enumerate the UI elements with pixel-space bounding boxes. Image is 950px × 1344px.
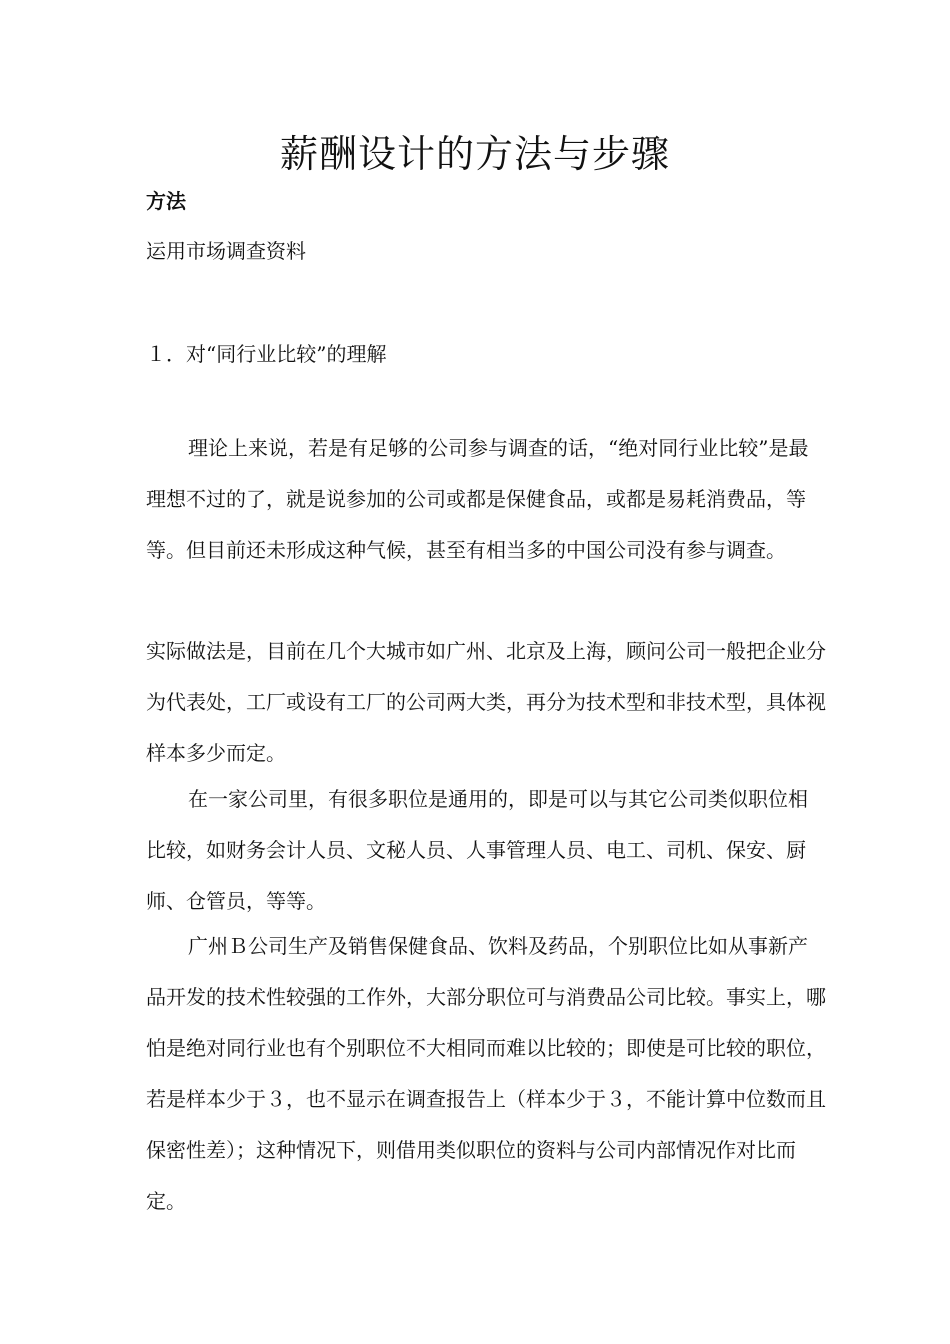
section-heading: 方法 bbox=[146, 189, 186, 213]
paragraph-1: 理论上来说，若是有足够的公司参与调查的话，“绝对同行业比较”是最理想不过的了，就是说参加的公司或都是保健食品，或都是易耗消费品，等等。但目前还未形成这种气候，甚至有相当多的中国公司没有参与调查。 bbox=[146, 436, 809, 562]
document-title: 薪酬设计的方法与步骤 bbox=[279, 132, 670, 176]
paragraph-2: 实际做法是，目前在几个大城市如广州、北京及上海，顾问公司一般把企业分为代表处，工厂或设有工厂的公司两大类，再分为技术型和非技术型，具体视样本多少而定。 bbox=[146, 639, 826, 765]
paragraph-3: 在一家公司里，有很多职位是通用的，即是可以与其它公司类似职位相比较，如财务会计人员、文秘人员、人事管理人员、电工、司机、保安、厨师、仓管员，等等。 bbox=[146, 787, 808, 913]
item-heading: １．对“同行业比较”的理解 bbox=[146, 342, 387, 366]
paragraph-4: 广州Ｂ公司生产及销售保健食品、饮料及药品，个别职位比如从事新产品开发的技术性较强的工作外，大部分职位可与消费品公司比较。事实上，哪怕是绝对同行业也有个别职位不大相同而难以比较的；即使是可比较的职位，若是样本少于３，也不显示在调查报告上（样本少于３，不能计算中位数而且保密性差）；这种情况下，则借用类似职位的资料与公司内部情况作对比而定。 bbox=[146, 934, 826, 1213]
subtitle-text: 运用市场调查资料 bbox=[146, 239, 306, 263]
